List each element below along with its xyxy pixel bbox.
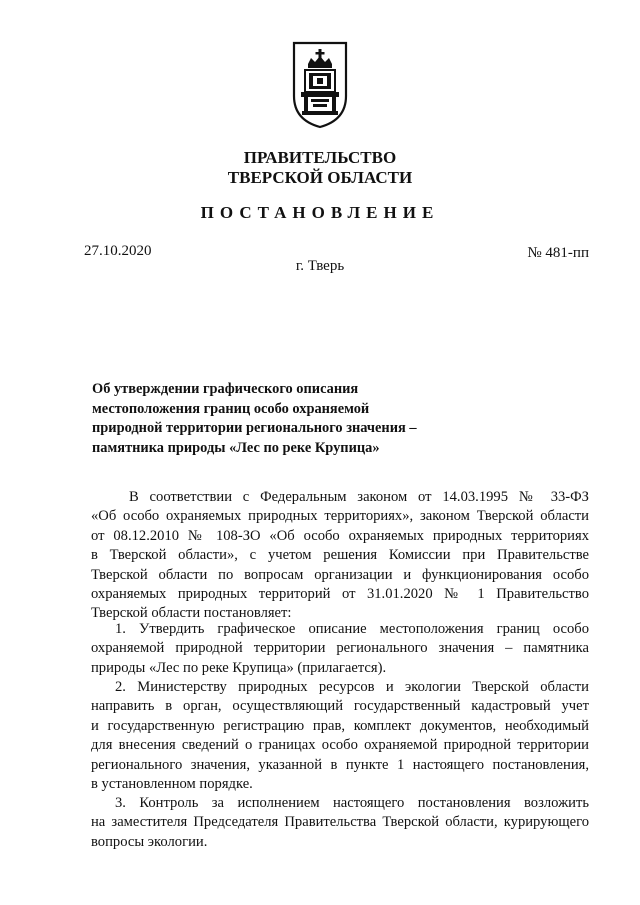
item-1-line: охраняемой природной территории регионального значения – памятника xyxy=(91,640,589,657)
preamble-line: Тверской области постановляет: xyxy=(91,605,292,622)
government-name-line2: ТВЕРСКОЙ ОБЛАСТИ xyxy=(227,168,413,187)
item-3-line: 3. Контроль за исполнением настоящего постановления возложить xyxy=(115,795,589,811)
preamble-line: в Тверской области», с учетом решения Комиссии при Правительстве xyxy=(91,547,589,564)
item-2-line: 2. Министерству природных ресурсов и экологии Тверской области xyxy=(115,679,589,695)
preamble-line: охраняемых природных территорий от 31.01.2020 № 1 Правительство xyxy=(91,586,589,603)
document-date: 27.10.2020 xyxy=(84,243,152,259)
document-type: ПОСТАНОВЛЕНИЕ xyxy=(200,203,440,222)
item-3-paragraph xyxy=(91,794,589,852)
document-subject xyxy=(92,380,432,458)
item-3-line: на заместителя Председателя Правительства Тверской области, курирующего xyxy=(91,814,589,831)
preamble-line: Тверской области по вопросам организации и функционирования особо xyxy=(91,566,589,583)
item-2-line: в установленном порядке. xyxy=(91,776,253,793)
government-name-line1: ПРАВИТЕЛЬСТВО xyxy=(243,148,397,167)
item-3-line: вопросы экологии. xyxy=(91,833,208,850)
item-2-line: для внесения сведений о границах особо охраняемой природной территории xyxy=(91,737,589,754)
subject-line: природной территории регионального значения – xyxy=(92,420,417,437)
coat-of-arms-icon xyxy=(291,40,349,130)
preamble-line: «Об особо охраняемых природных территориях», законом Тверской области xyxy=(91,508,589,525)
item-1-line: природы «Лес по реке Крупица» (прилагается). xyxy=(91,659,387,676)
item-2-line: и государственную регистрацию прав, комплект документов, необходимый xyxy=(91,717,589,734)
document-city: г. Тверь xyxy=(295,258,345,274)
item-2-paragraph xyxy=(91,678,589,794)
subject-line: памятника природы «Лес по реке Крупица» xyxy=(92,439,380,456)
subject-line: Об утверждении графического описания xyxy=(92,381,359,397)
item-2-line: направить в орган, осуществляющий государственный кадастровый учет xyxy=(91,698,589,715)
document-number: № 481-пп xyxy=(527,245,589,261)
item-1-paragraph xyxy=(91,620,589,678)
item-2-line: регионального значения, указанной в пункте 1 настоящего постановления, xyxy=(91,756,589,773)
preamble-line: В соответствии с Федеральным законом от 14.03.1995 № 33-ФЗ xyxy=(129,489,589,505)
preamble-line: от 08.12.2010 № 108-ЗО «Об особо охраняемых природных территориях xyxy=(91,527,589,544)
item-1-line: 1. Утвердить графическое описание местоположения границ особо xyxy=(115,621,589,637)
preamble-paragraph xyxy=(91,488,589,624)
subject-line: местоположения границ особо охраняемой xyxy=(92,400,370,417)
